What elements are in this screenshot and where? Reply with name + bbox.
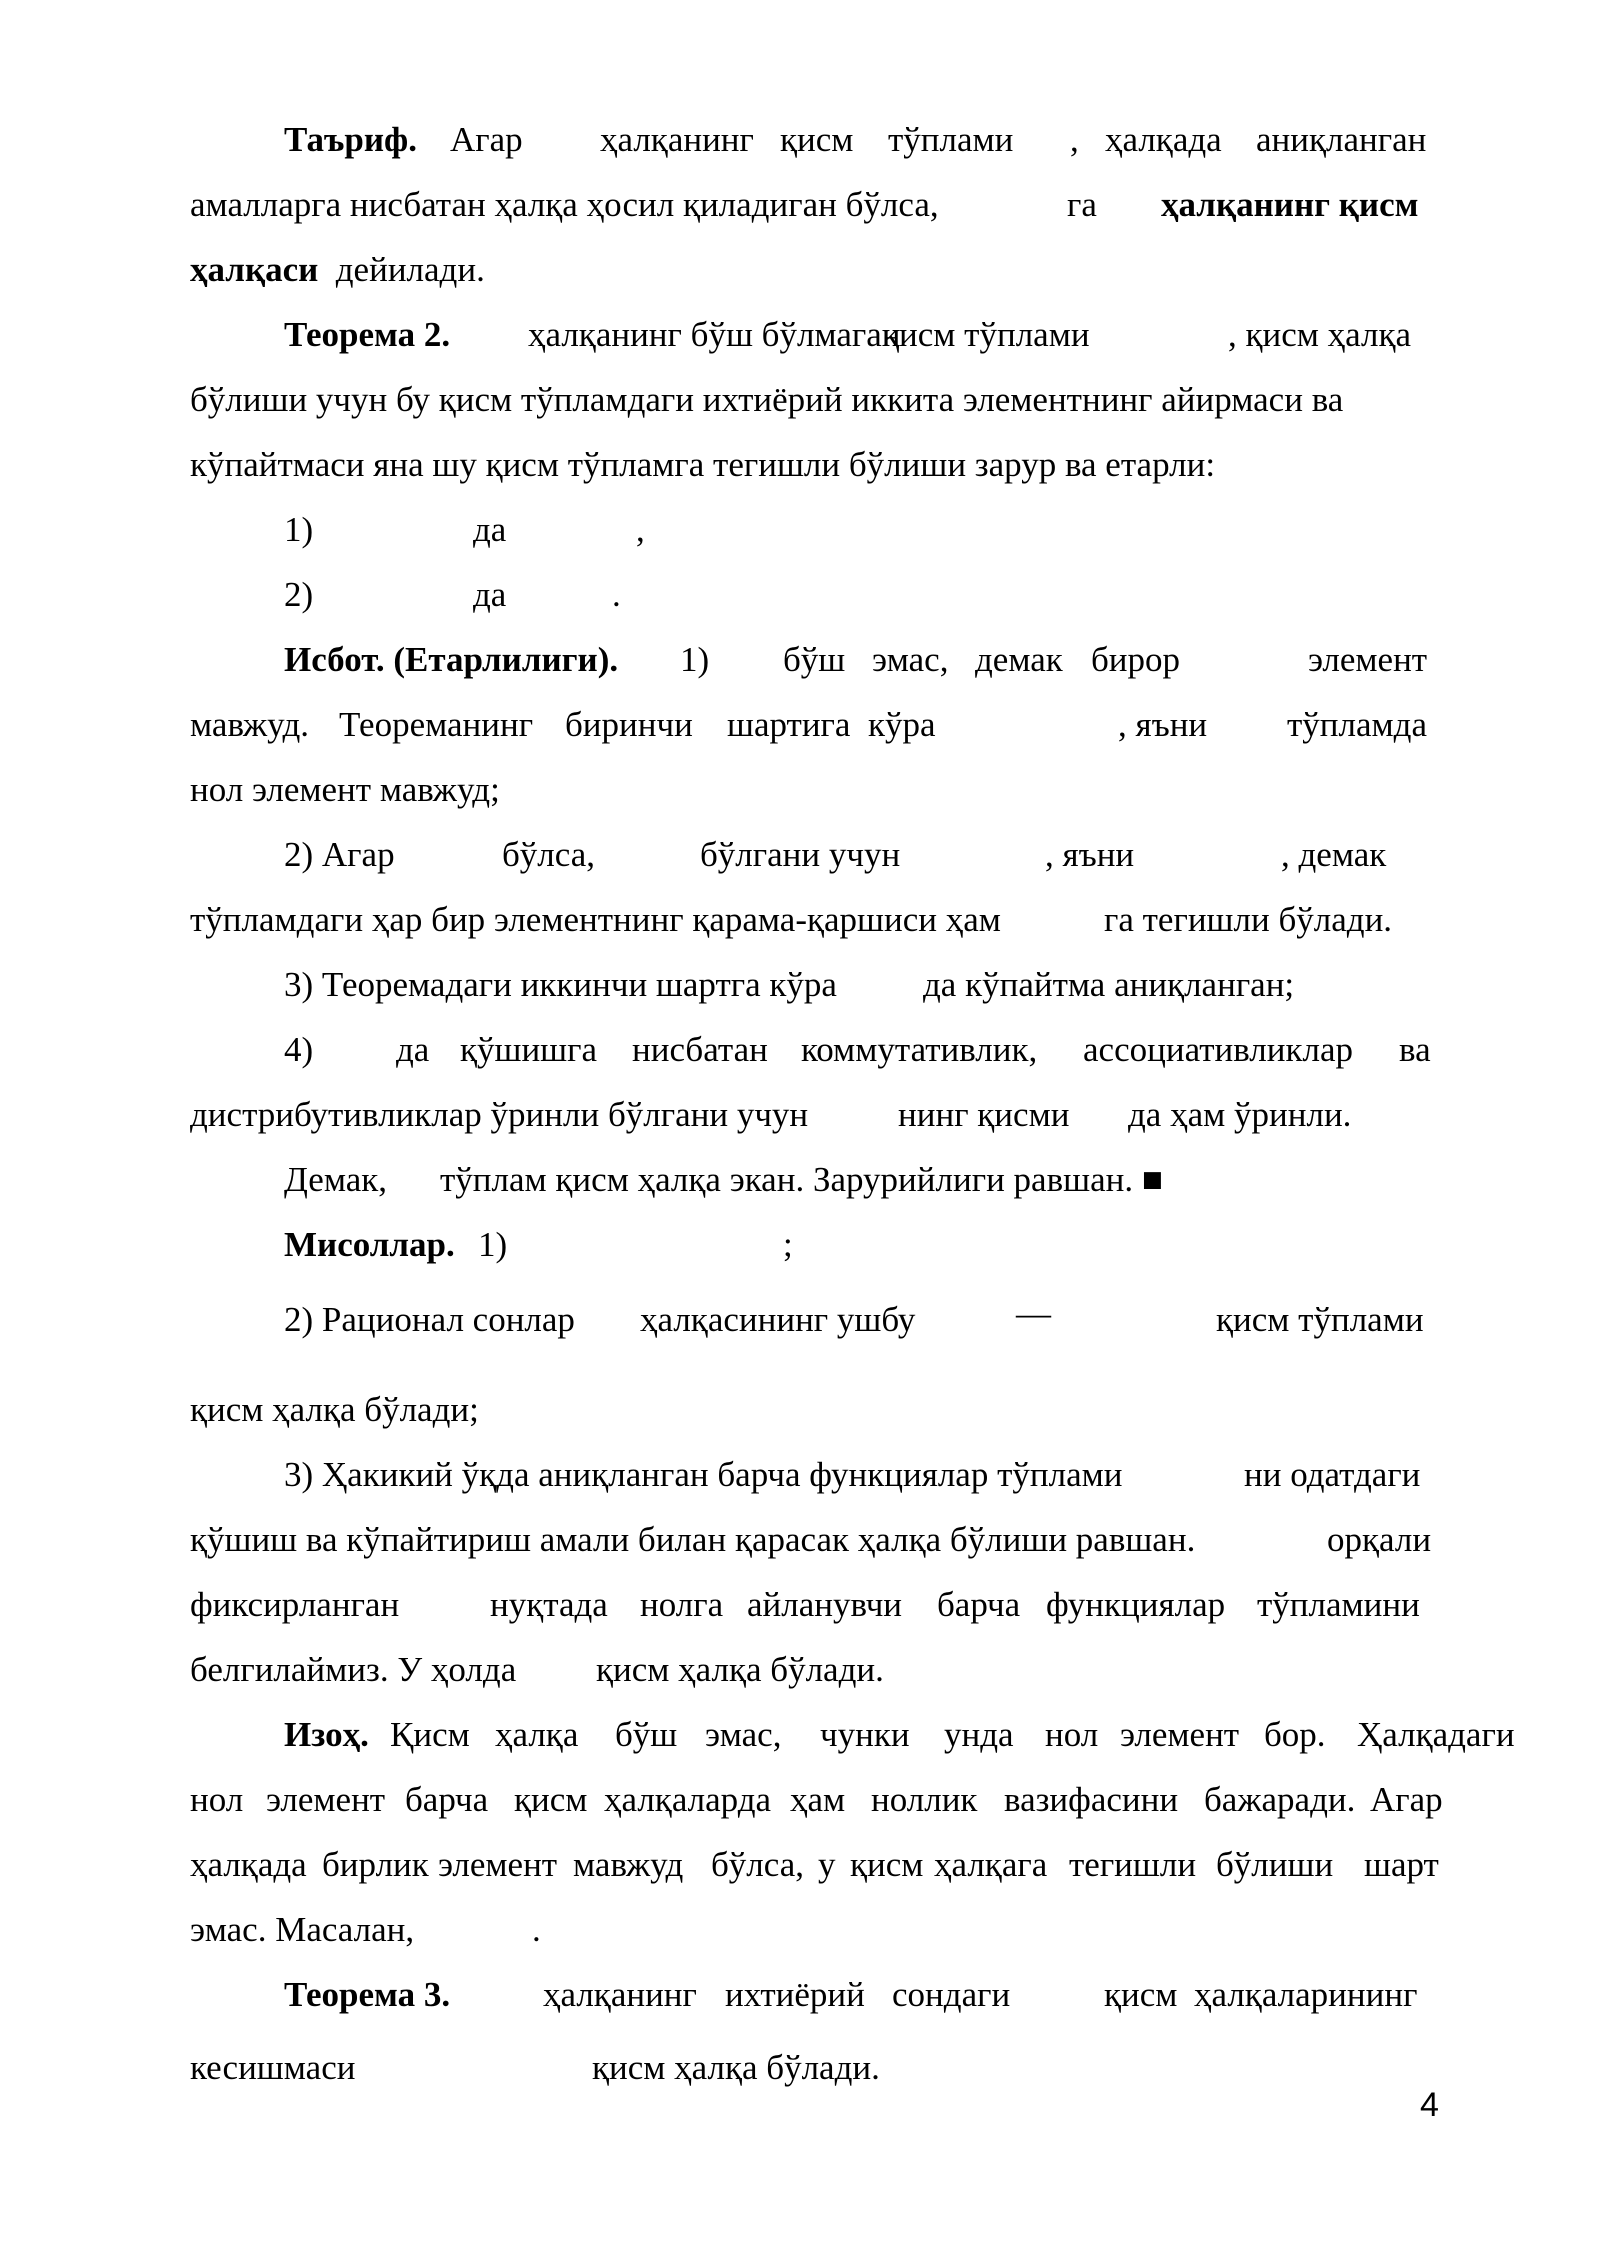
text: коммутативлик,	[801, 1030, 1038, 1069]
text: қисм	[1104, 1975, 1178, 2014]
text: 3) Теоремадаги иккинчи шартга кўра	[284, 965, 837, 1004]
text: мавжуд.	[190, 705, 309, 744]
text: нол элемент мавжуд;	[190, 770, 500, 809]
text: бирлик	[322, 1845, 429, 1884]
text: ҳалқасининг ушбу	[640, 1300, 916, 1339]
text: қўшиш ва кўпайтириш амали билан қарасак ҳалқа бўлиши равшан.	[190, 1520, 1196, 1559]
text: ни одатдаги	[1244, 1455, 1421, 1494]
text: орқали	[1327, 1520, 1432, 1559]
text: қўшишга	[460, 1030, 598, 1069]
text: бўш	[615, 1715, 678, 1754]
text: аниқланган	[1256, 120, 1427, 159]
text: ҳалқага	[934, 1845, 1048, 1884]
text: 1)	[478, 1225, 508, 1264]
text: демак	[975, 640, 1063, 679]
text: қисм тўплами	[882, 315, 1090, 354]
text: Теореманинг	[339, 705, 534, 744]
proof-label: Исбот. (Етарлилиги).	[284, 640, 619, 679]
text: чунки	[820, 1715, 910, 1754]
text: , қисм ҳалқа	[1228, 315, 1412, 354]
text: эмас,	[872, 640, 949, 679]
text: функциялар	[1046, 1585, 1226, 1624]
text: қисм	[850, 1845, 924, 1884]
text: бўш	[783, 640, 846, 679]
text: қисм тўплами	[1216, 1300, 1424, 1339]
text: бор.	[1264, 1715, 1326, 1754]
text: сондаги	[892, 1975, 1011, 2014]
text: да	[473, 510, 507, 549]
text: кўра	[868, 705, 936, 744]
text: барча	[405, 1780, 489, 1819]
text: ҳалқа	[495, 1715, 579, 1754]
text: фиксирланган	[190, 1585, 400, 1624]
text: , демак	[1281, 835, 1387, 874]
text: мавжуд	[573, 1845, 684, 1884]
text: да	[473, 575, 507, 614]
text: 4)	[284, 1030, 314, 1069]
text: .	[612, 575, 621, 614]
text: ҳалқаларда	[604, 1780, 772, 1819]
text: да ҳам ўринли.	[1128, 1095, 1352, 1134]
text: бўлиши	[1216, 1845, 1334, 1884]
text: эмас. Масалан,	[190, 1910, 415, 1949]
text: шартига	[727, 705, 851, 744]
defined-term: ҳалқанинг қисм	[1161, 185, 1419, 224]
text: элемент	[1308, 640, 1428, 679]
text: ҳалқанинг	[600, 120, 754, 159]
text: бўлиши учун бу қисм тўпламдаги ихтиёрий иккита элементнинг айирмаси ва	[190, 380, 1344, 419]
text: қисм ҳалқа бўлади.	[596, 1650, 884, 1689]
text: эмас,	[705, 1715, 782, 1754]
text: да кўпайтма аниқланган;	[923, 965, 1295, 1004]
text: биринчи	[565, 705, 693, 744]
theorem3-label: Теорема 3.	[284, 1975, 451, 2014]
defined-term: ҳалқаси	[190, 250, 319, 289]
text: .	[532, 1910, 541, 1949]
text: Агар	[450, 120, 523, 159]
text: бўлгани учун	[700, 835, 901, 874]
text: белгилаймиз. У ҳолда	[190, 1650, 517, 1689]
text: 3) Ҳакикий ўқда аниқланган барча функциялар тўплами	[284, 1455, 1123, 1494]
text: Қисм	[390, 1715, 470, 1754]
text: 1)	[680, 640, 710, 679]
text: , яъни	[1118, 705, 1208, 744]
text: барча	[937, 1585, 1021, 1624]
text: дистрибутивликлар ўринли бўлгани учун	[190, 1095, 809, 1134]
text: 2) Рационал сонлар	[284, 1300, 575, 1339]
text: ҳалқада	[1105, 120, 1222, 159]
text: , яъни	[1045, 835, 1135, 874]
definition-label: Таъриф.	[284, 120, 417, 159]
text: у	[818, 1845, 836, 1884]
text: ихтиёрий	[725, 1975, 865, 2014]
text: ноллик	[871, 1780, 978, 1819]
text: қисм ҳалқа бўлади.	[592, 2048, 880, 2087]
text: ,	[636, 510, 645, 549]
text: бажаради.	[1204, 1780, 1356, 1819]
text: шарт	[1364, 1845, 1439, 1884]
text: нинг қисми	[898, 1095, 1070, 1134]
text: —	[1016, 1294, 1051, 1333]
text: га тегишли бўлади.	[1104, 900, 1393, 939]
text: элемент	[266, 1780, 386, 1819]
text: 2) Агар	[284, 835, 395, 874]
text: ва	[1399, 1030, 1431, 1069]
text: нуқтада	[490, 1585, 608, 1624]
text: Демак,	[284, 1160, 388, 1199]
text: тўпламдаги ҳар бир элементнинг қарама-қаршиси ҳам	[190, 900, 1001, 939]
text: элемент	[1120, 1715, 1240, 1754]
text: бўлса,	[502, 835, 596, 874]
note-label: Изоҳ.	[284, 1715, 369, 1754]
examples-label: Мисоллар.	[284, 1225, 455, 1264]
text: ассоциативликлар	[1083, 1030, 1353, 1069]
text: Ҳалқадаги	[1357, 1715, 1515, 1754]
text: ,	[1070, 120, 1079, 159]
text: унда	[944, 1715, 1014, 1754]
text: айланувчи	[747, 1585, 903, 1624]
text: ҳам	[790, 1780, 846, 1819]
text: тўплами	[888, 120, 1014, 159]
text: бирор	[1091, 640, 1181, 679]
text: қисм ҳалқа бўлади;	[190, 1390, 479, 1429]
text: нисбатан	[632, 1030, 768, 1069]
text: нолга	[640, 1585, 724, 1624]
text: тўпламда	[1287, 705, 1428, 744]
text: 1)	[284, 510, 314, 549]
text: амалларга нисбатан ҳалқа ҳосил қиладиган бўлса,	[190, 185, 939, 224]
text: 2)	[284, 575, 314, 614]
text: қисм	[514, 1780, 588, 1819]
text: да	[396, 1030, 430, 1069]
text: ҳалқаларининг	[1194, 1975, 1418, 2014]
text: ;	[783, 1225, 793, 1264]
page-number: 4	[1420, 2086, 1439, 2124]
text: га	[1067, 185, 1097, 224]
text: кесишмаси	[190, 2048, 356, 2087]
text: элемент	[438, 1845, 558, 1884]
text: бўлса,	[711, 1845, 805, 1884]
text: ҳалқада	[190, 1845, 307, 1884]
text: Агар	[1370, 1780, 1443, 1819]
text: қисм	[780, 120, 854, 159]
text: тегишли	[1069, 1845, 1197, 1884]
text: тўплам қисм ҳалқа экан. Зарурийлиги равшан. ■	[440, 1160, 1163, 1199]
text: вазифасини	[1004, 1780, 1179, 1819]
text: нол	[1045, 1715, 1099, 1754]
text: тўпламини	[1257, 1585, 1420, 1624]
theorem2-label: Теорема 2.	[284, 315, 451, 354]
text: дейилади.	[327, 250, 485, 289]
text: нол	[190, 1780, 244, 1819]
text: ҳалқанинг	[543, 1975, 697, 2014]
text: ҳалқанинг бўш бўлмаган	[528, 315, 901, 354]
text: кўпайтмаси яна шу қисм тўпламга тегишли бўлиши зарур ва етарли:	[190, 445, 1216, 484]
